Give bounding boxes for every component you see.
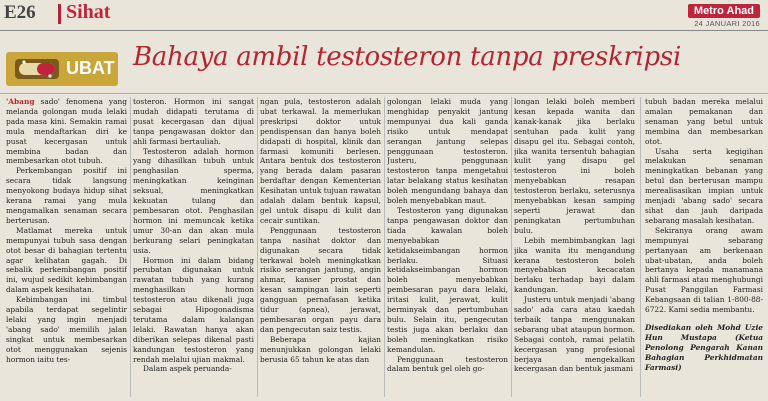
publication-logo: Metro Ahad	[688, 4, 760, 18]
article-column-5	[514, 97, 635, 397]
author-credit: Disediakan oleh Mohd Uzie Hun Mustapa (Ketua Penolong Pengarah Kanan Bahagian Perkhidmatan Farmasi)	[645, 322, 763, 372]
badge-label: UBAT	[66, 58, 115, 78]
paragraph: Justeru untuk menjadi 'abang sado' ada cara atau kaedah terbaik tanpa menggunakan sebarang ubat ataupun hormon. Sebagai contoh, ramai pelatih kecergasan yang profesional berjaya mengekalkan kecergasan dan bentuk jasmani	[514, 295, 635, 374]
paragraph: Sekiranya orang awam mempunyai sebarang pertanyaan am berkenaan ubat-ubatan, anda boleh bertanya kepada manamana ahli farmasi atau menghubungi Pusat Panggilan Farmasi Kebangsaan di talian 1-800-88-6722. Kami sedia membantu.	[645, 225, 763, 315]
category-badge	[6, 52, 118, 86]
paragraph: Usaha serta kegigihan melakukan senaman meningkatkan bebanan yang betul dan berterusan mampu merealisasikan impian untuk menjadi 'abang sado' secara sihat dan jauh daripada sebarang masalah kesihatan.	[645, 146, 763, 225]
article-column-1	[6, 97, 127, 397]
paragraph: Perkembangan positif ini secara tidak langsung menyokong budaya hidup sihat kerana ramai yang mula mengamalkan senaman secara berterusan.	[6, 166, 127, 225]
paragraph	[6, 97, 127, 166]
lead-highlight: 'Abang	[6, 97, 35, 106]
paragraph: tubuh badan mereka melalui amalan pemakanan dan senaman yang betul untuk membina dan membesarkan otot.	[645, 97, 763, 146]
paragraph: Penggunaan testosteron dalam bentuk gel oleh go-	[387, 354, 508, 374]
paragraph: Testosteron yang digunakan tanpa pengawasan doktor dan tiada kawalan boleh menyebabkan ketidakseimbangan hormon berlaku. Situasi ketidakseimbangan hormon boleh menyebabkan pembesaran payu dara lelaki, iritasi kulit, jerawat, kulit berminyak dan pertumbuhan bulu. Selain itu, pengecutan testis juga akan berlaku dan boleh meningkatkan risiko kemandulan.	[387, 205, 508, 354]
column-divider	[257, 97, 258, 397]
column-divider	[511, 97, 512, 397]
paragraph: Matlamat mereka untuk mempunyai tubuh sasa dengan otot besar di bahagian tertentu agar kelihatan gagah. Di sebalik perkembangan positif ini, wujud sedikit kebimbangan dalam aspek kesihatan.	[6, 225, 127, 295]
article-column-2	[133, 97, 254, 397]
paragraph: Hormon ini dalam bidang perubatan digunakan untuk rawatan tubuh yang kurang menghasilkan hormon testosteron atau dikenali juga sebagai Hipogonadisma terutama dalam kalangan lelaki. Rawatan hanya akan diberikan selepas dikenal pasti kandungan testosteron yang rendah melalui ujian makmal.	[133, 255, 254, 364]
paragraph: Kebimbangan ini timbul apabila terdapat segelintir lelaki yang ingin menjadi 'abang sado' memilih jalan singkat untuk membesarkan otot menggunakan sejenis hormon iaitu tes-	[6, 295, 127, 364]
paragraph: ngan pula, testosteron adalah ubat terkawal. Ia memerlukan preskripsi doktor untuk pendispensan dan hanya boleh didapati di hospital, klinik dan farmasi komuniti berlesen. Antara bentuk dos testosteron yang berada dalam pasaran berdaftar dengan Kementerian Kesihatan untuk tujuan rawatan adalah dalam bentuk kapsul, gel untuk disapu di kulit dan cecair suntikan.	[260, 97, 381, 225]
paragraph: tosteron. Hormon ini sangat mudah didapati terutama di pusat kecergasan dan dijual tanpa pengawasan doktor dan ahli farmasi bertauliah.	[133, 97, 254, 146]
paragraph: golongan lelaki muda yang menghidap penyakit jantung mempunyai dua kali ganda risiko untuk mendapat serangan jantung selepas penggunaan testosteron. Justeru, penggunaan testosteron tanpa mengetahui latar belakang status kesihatan boleh mengundang bahaya dan boleh menyebabkan maut.	[387, 97, 508, 206]
article-headline: Bahaya ambil testosteron tanpa preskripsi	[133, 42, 681, 72]
article-column-3	[260, 97, 381, 397]
header-divider	[58, 4, 61, 24]
article-column-4	[387, 97, 508, 397]
column-divider	[384, 97, 385, 397]
paragraph: longan lelaki boleh memberi kesan kepada wanita dan kanak-kanak jika berlaku sentuhan pada kulit yang disapu gel itu. Sebagai contoh, jika wanita tersentuh bahagian kulit yang disapu gel testosteron ini boleh menyebabkan resapan testosteron berlaku, seterusnya menyebabkan kesan samping seperti jerawat dan peningkatan pertumbuhan bulu.	[514, 97, 635, 235]
lead-text: sado' fenomena yang melanda golongan muda lelaki pada masa kini. Semakin ramai mula mendaftarkan diri ke pusat kecergasan untuk membina badan dan membesarkan otot tubuh.	[6, 97, 127, 166]
page-number: E26	[4, 2, 36, 23]
pill-icon	[14, 58, 60, 80]
article-column-6	[645, 97, 763, 397]
headline-rule	[0, 93, 768, 94]
page-header	[0, 0, 768, 30]
publication-date: 24 JANUARI 2016	[694, 19, 760, 28]
section-title: Sihat	[66, 1, 111, 23]
paragraph: Lebih membimbangkan lagi jika wanita itu mengandung kerana testosteron boleh menyebabkan kecacatan berlaku terhadap bayi dalam kandungan.	[514, 235, 635, 295]
column-divider	[640, 97, 641, 397]
paragraph: Beberapa kajian menunjukkan golongan lelaki berusia 65 tahun ke atas dan	[260, 334, 381, 364]
column-divider	[130, 97, 131, 397]
header-rule	[0, 30, 768, 31]
paragraph: Dalam aspek peruanda-	[143, 364, 232, 374]
paragraph: Testosteron adalah hormon yang dihasilkan tubuh untuk penghasilan sperma, meningkatkan keinginan seksual, meningkatkan kekuatan tulang dan pembesaran otot. Penghasilan hormon ini memuncak ketika umur 30-an dan akan mula berkurang selari peningkatan usia.	[133, 146, 254, 255]
paragraph: Penggunaan testosteron tanpa nasihat doktor dan digunakan secara tidak terkawal boleh meningkatkan risiko serangan jantung, angin ahmar, kanser prostat dan kesan sampingan lain seperti gangguan pernafasan ketika tidur (apnea), jerawat, pembesaran organ payu dara dan pengecutan saiz testis.	[260, 225, 381, 334]
